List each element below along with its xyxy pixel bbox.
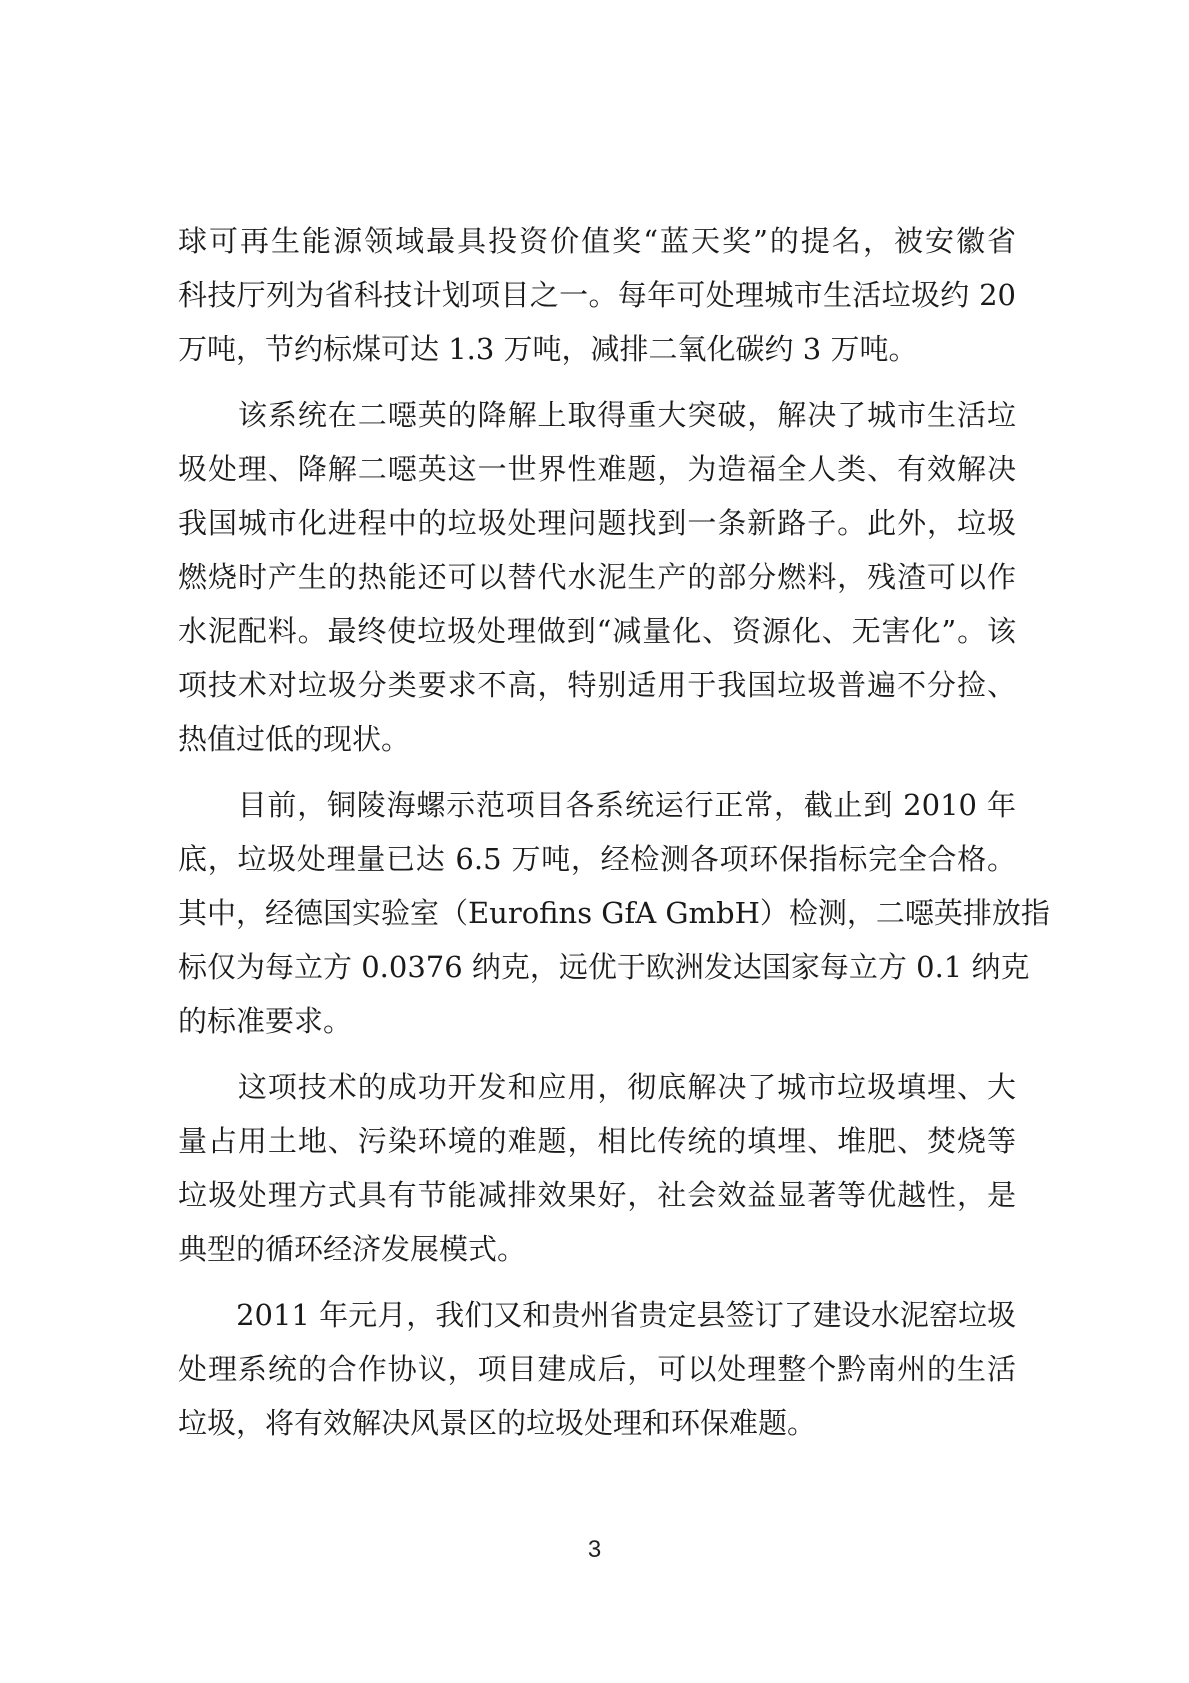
body-text xyxy=(178,214,1050,1462)
text-line: 的标准要求。 xyxy=(178,1004,353,1038)
paragraph-1 xyxy=(178,214,1016,376)
text-line: 垃圾，将有效解决风景区的垃圾处理和环保难题。 xyxy=(178,1406,817,1440)
text-line: 圾处理、降解二噁英这一世界性难题，为造福全人类、有效解决 xyxy=(178,452,1016,486)
text-line: 我国城市化进程中的垃圾处理问题找到一条新路子。此外，垃圾 xyxy=(178,506,1016,540)
text-line: 典型的循环经济发展模式。 xyxy=(178,1232,527,1266)
text-line: 燃烧时产生的热能还可以替代水泥生产的部分燃料，残渣可以作 xyxy=(178,560,1016,594)
text-line: 目前，铜陵海螺示范项目各系统运行正常，截止到 2010 年 xyxy=(178,788,1016,822)
text-line: 垃圾处理方式具有节能减排效果好，社会效益显著等优越性，是 xyxy=(178,1178,1016,1212)
paragraph-2 xyxy=(178,388,1016,766)
text-line: 其中，经德国实验室（Eurofins GfA GmbH）检测，二噁英排放指 xyxy=(178,896,1050,930)
text-line: 科技厅列为省科技计划项目之一。每年可处理城市生活垃圾约 20 xyxy=(178,278,1016,312)
text-line: 底，垃圾处理量已达 6.5 万吨，经检测各项环保指标完全合格。 xyxy=(178,842,1016,876)
text-line: 量占用土地、污染环境的难题，相比传统的填埋、堆肥、焚烧等 xyxy=(178,1124,1016,1158)
text-line: 该系统在二噁英的降解上取得重大突破，解决了城市生活垃 xyxy=(178,398,1016,432)
paragraph-5 xyxy=(178,1288,1016,1450)
text-line: 处理系统的合作协议，项目建成后，可以处理整个黔南州的生活 xyxy=(178,1352,1016,1386)
text-line: 球可再生能源领域最具投资价值奖“蓝天奖”的提名，被安徽省 xyxy=(178,224,1016,258)
text-line: 项技术对垃圾分类要求不高，特别适用于我国垃圾普遍不分捡、 xyxy=(178,668,1016,702)
text-line: 热值过低的现状。 xyxy=(178,722,411,756)
text-line: 水泥配料。最终使垃圾处理做到“减量化、资源化、无害化”。该 xyxy=(178,614,1016,648)
paragraph-3 xyxy=(178,778,1050,1048)
text-line: 2011 年元月，我们又和贵州省贵定县签订了建设水泥窑垃圾 xyxy=(178,1298,1016,1332)
page-number: 3 xyxy=(587,1536,602,1563)
paragraph-4 xyxy=(178,1060,1016,1276)
text-line: 万吨，节约标煤可达 1.3 万吨，减排二氧化碳约 3 万吨。 xyxy=(178,332,918,366)
text-line: 标仅为每立方 0.0376 纳克，远优于欧洲发达国家每立方 0.1 纳克 xyxy=(178,950,1030,984)
text-line: 这项技术的成功开发和应用，彻底解决了城市垃圾填埋、大 xyxy=(178,1070,1016,1104)
